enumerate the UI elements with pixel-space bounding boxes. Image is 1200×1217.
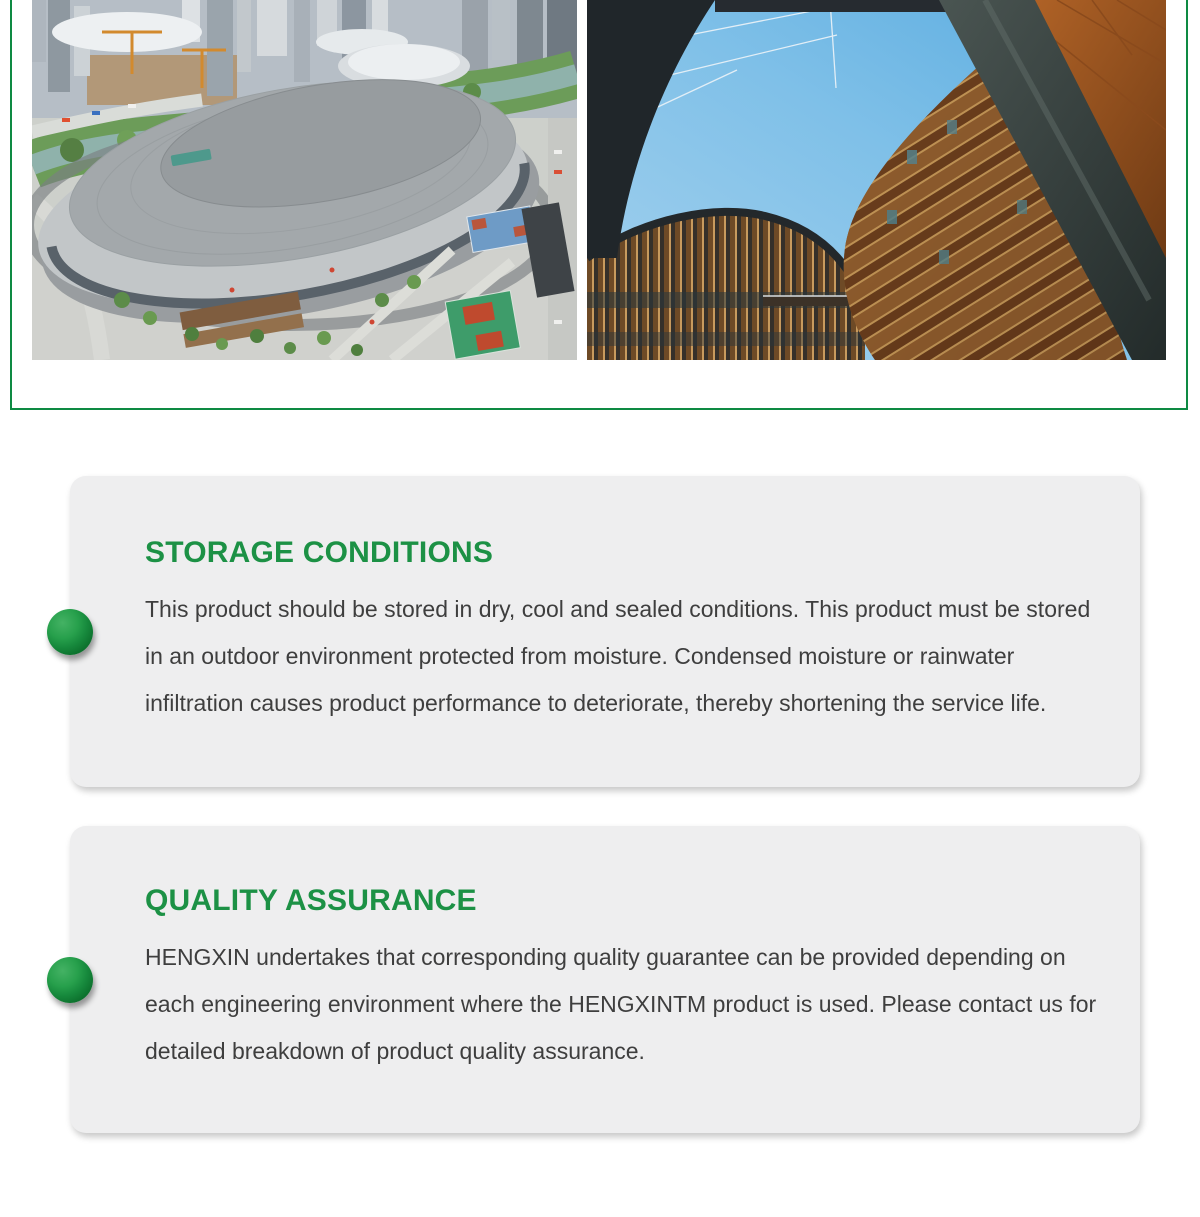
green-bullet-sphere (47, 957, 93, 1003)
green-bullet-sphere (47, 609, 93, 655)
stadium-aerial-illustration (32, 0, 577, 360)
curved-towers-photo (587, 0, 1166, 360)
stadium-aerial-photo (32, 0, 577, 360)
quality-assurance-title: QUALITY ASSURANCE (145, 884, 477, 917)
storage-conditions-body: This product should be stored in dry, cool and sealed conditions. This product must be stored in an outdoor environment protected from moisture. Condensed moisture or rainwater infiltration causes product performance to deteriorate, thereby shortening the service life. (145, 596, 1091, 716)
curved-towers-illustration (587, 0, 1166, 360)
storage-conditions-title: STORAGE CONDITIONS (145, 536, 494, 569)
quality-assurance-card (70, 826, 1140, 1133)
storage-conditions-card (70, 476, 1140, 787)
project-gallery-frame (10, 0, 1188, 410)
quality-assurance-body: HENGXIN undertakes that corresponding quality guarantee can be provided depending on each engineering environment where the HENGXINTM product is used. Please contact us for detailed breakdown of product quality assurance. (145, 944, 1097, 1064)
